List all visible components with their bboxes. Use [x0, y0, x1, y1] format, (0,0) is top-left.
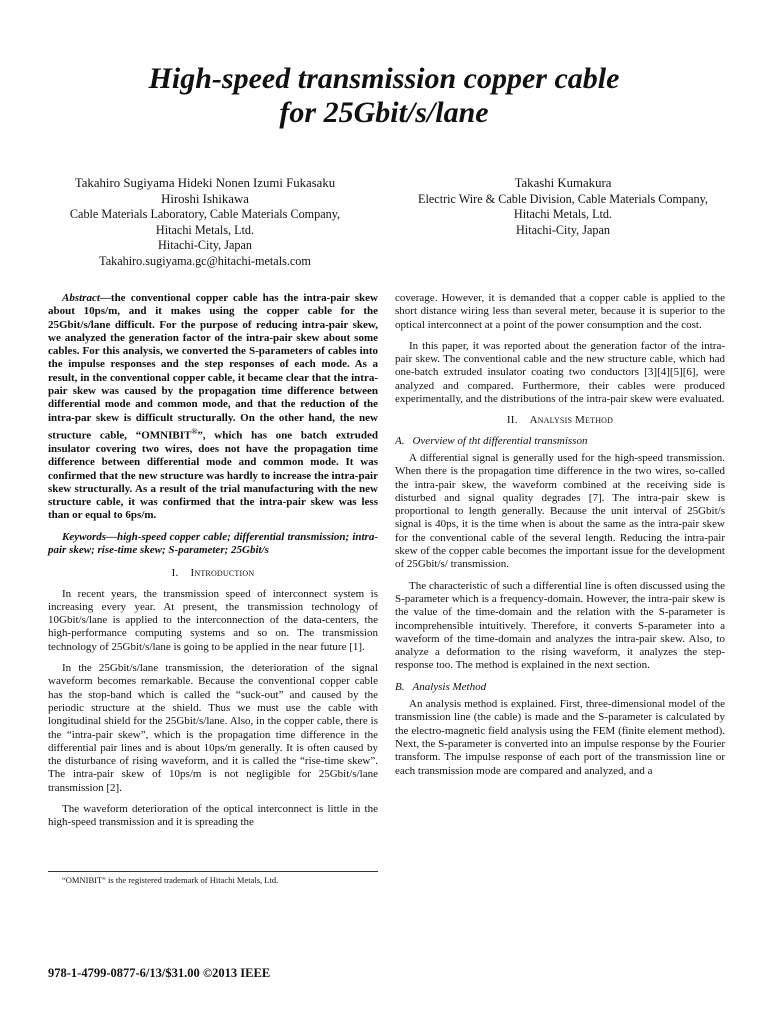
paragraph: A differential signal is generally used for the high-speed transmission. When there is the propagation time difference in the two wires, so-called the intra-pair skew, the waveform combined at the receiving side is disturbed and signal quality degrades [7]. The intra-pair skew is proportional to length generally. Because the unit interval of 25Gbit/s signal is 40ps, it is the time when is about the same as the intra-pair skew for the conventional cable of the several length. Reducing the intra-pair skew of the copper cable becomes the important issue for the development of 25Gbit/s/ transmission.	[395, 451, 725, 571]
author-names-2: Hiroshi Ishikawa	[161, 191, 249, 206]
author-block-left	[40, 176, 370, 269]
section-heading-analysis-method	[395, 414, 725, 427]
abstract-text: —the conventional copper cable has the intra-pair skew about 10ps/m, and it makes using the copper cable for the 25Gbit/s/lane difficult. For the purpose of reducing intra-pair skew, we analyzed the generation factor of the intra-pair skew about some cables. For this analysis, we converted the S-parameters of cables into the impulse responses and the step responses of each mode. As a result, in the conventional copper cable, it became clear that the intra-pair skew was caused by the propagation time difference between differential mode and common mode, and that the reduction of the intra-par skew is difficult structurally. On the other hand, the new structure cable, “OMNIBIT	[48, 292, 378, 442]
keywords: Keywords—high-speed copper cable; differential transmission; intra-pair skew; rise-time skew; S-parameter; 25Gbit/s	[48, 530, 378, 556]
paragraph: In recent years, the transmission speed of interconnect system is increasing every year. At present, the transmission technology of 10Gbit/s/lane is applied to the interconnection of the data-centers, the high-performance computing systems and so on. The transmission technology of 25Gbit/s/lane is going to be applied in the near future [1].	[48, 587, 378, 653]
section-title: Analysis Method	[529, 414, 614, 427]
affiliation-line: Cable Materials Laboratory, Cable Materials Company,	[69, 207, 341, 221]
left-column	[48, 292, 378, 838]
title-line-1: High-speed transmission copper cable	[148, 62, 620, 95]
subsection-heading-b	[395, 681, 725, 694]
abstract-text-2: ”, which has one batch extruded insulator covering two wires, does not have the propagation time difference between differential mode and common mode. It was confirmed that the new structure was hardly to increase the intra-pair skew structurally. As a result of the trial manufacturing with the new structure cable, it was confirmed that the intra-pair skew was less than or equal to 6ps/m.	[48, 429, 378, 522]
subsection-title: Overview of tht differential transmisson	[412, 434, 588, 447]
affiliation-line: Hitachi Metals, Ltd.	[513, 207, 613, 221]
paragraph: An analysis method is explained. First, three-dimensional model of the transmission line (the cable) is made and the S-parameter is calculated by the electro-magnetic field analysis using the FEM (finite element method). Next, the S-parameter is converted into an impulse response by the Fourier transform. The impulse response of each port of the transmission line or each transmission mode are compared and analyzed, and a	[395, 698, 725, 777]
footnote: “OMNIBIT” is the registered trademark of Hitachi Metals, Ltd.	[62, 875, 279, 885]
author-names: Takahiro Sugiyama Hideki Nonen Izumi Fukasaku	[74, 176, 336, 190]
section-title: Introduction	[190, 567, 255, 580]
affiliation-line: Hitachi-City, Japan	[516, 222, 610, 237]
author-block-right	[398, 176, 728, 238]
subsection-heading-a	[395, 435, 725, 448]
section-number: II.	[506, 414, 518, 427]
title-line-2: for 25Gbit/s/lane	[279, 96, 489, 129]
subsection-title: Analysis Method	[412, 680, 487, 693]
author-names: Takashi Kumakura	[514, 176, 612, 190]
paragraph: In this paper, it was reported about the generation factor of the intra-pair skew. The conventional cable and the new structure cable, which had one-batch extruded insulator coating two conductors [3][4][5][6], were analyzed and compared. Furthermore, their cables were produced experimentally, and the distributions of the intra-pair skew were evaluated.	[395, 339, 725, 406]
abstract	[48, 292, 378, 523]
right-column	[395, 292, 725, 786]
paragraph: The waveform deterioration of the optical interconnect is little in the high-speed transmission and it is spreading the	[48, 803, 378, 829]
abstract-label: Abstract	[62, 292, 100, 304]
subsection-number: A.	[395, 434, 405, 447]
paragraph: In the 25Gbit/s/lane transmission, the deterioration of the signal waveform becomes remarkable. Because the conventional copper cable has the stop-band which is called the “suck-out” and caused by the periodic structure at the shield. Thus we must use the cable with longitudinal shield for the 25Gbit/s/lane. Also, in the copper cable, there is the “intra-pair skew”, which is the propagation time difference in the differential pair lines and is about 10ps/m generally. It is often caused by the disturbance of rising waveform, and it is called the “rise-time skew”. The intra-pair skew of 10ps/m is not negligible for 25Gbit/s/lane transmission [2].	[48, 662, 378, 794]
paper-title	[0, 62, 768, 130]
paragraph: The characteristic of such a differential line is often discussed using the S-parameter which is a frequency-domain. However, the intra-pair skew is the value of the time-domain and the relation with the S-parameter is incomprehensible intuitively. Therefore, it converts S-parameter into a waveform of the time-domain and analyzes the intra-pair skew. Also, to analyze a deformation to the rising waveform, it analyzes the step-response too. The method is explained in the next section.	[395, 579, 725, 672]
registered-mark: ®	[191, 426, 198, 436]
affiliation-line: Hitachi Metals, Ltd.	[155, 222, 255, 237]
paragraph: coverage. However, it is demanded that a copper cable is applied to the short distance wiring less than several meter, because it is superior to the optical interconnect at a point of the power consumption and the cost.	[395, 292, 725, 331]
affiliation-line: Electric Wire & Cable Division, Cable Materials Company,	[418, 191, 708, 206]
section-heading-introduction	[48, 567, 378, 580]
affiliation-line: Hitachi-City, Japan	[158, 238, 252, 252]
section-number: I.	[171, 567, 179, 580]
subsection-number: B.	[395, 680, 405, 693]
footnote-divider	[48, 871, 378, 872]
copyright-notice: 978-1-4799-0877-6/13/$31.00 ©2013 IEEE	[48, 966, 271, 980]
author-email: Takahiro.sugiyama.gc@hitachi-metals.com	[99, 253, 311, 268]
